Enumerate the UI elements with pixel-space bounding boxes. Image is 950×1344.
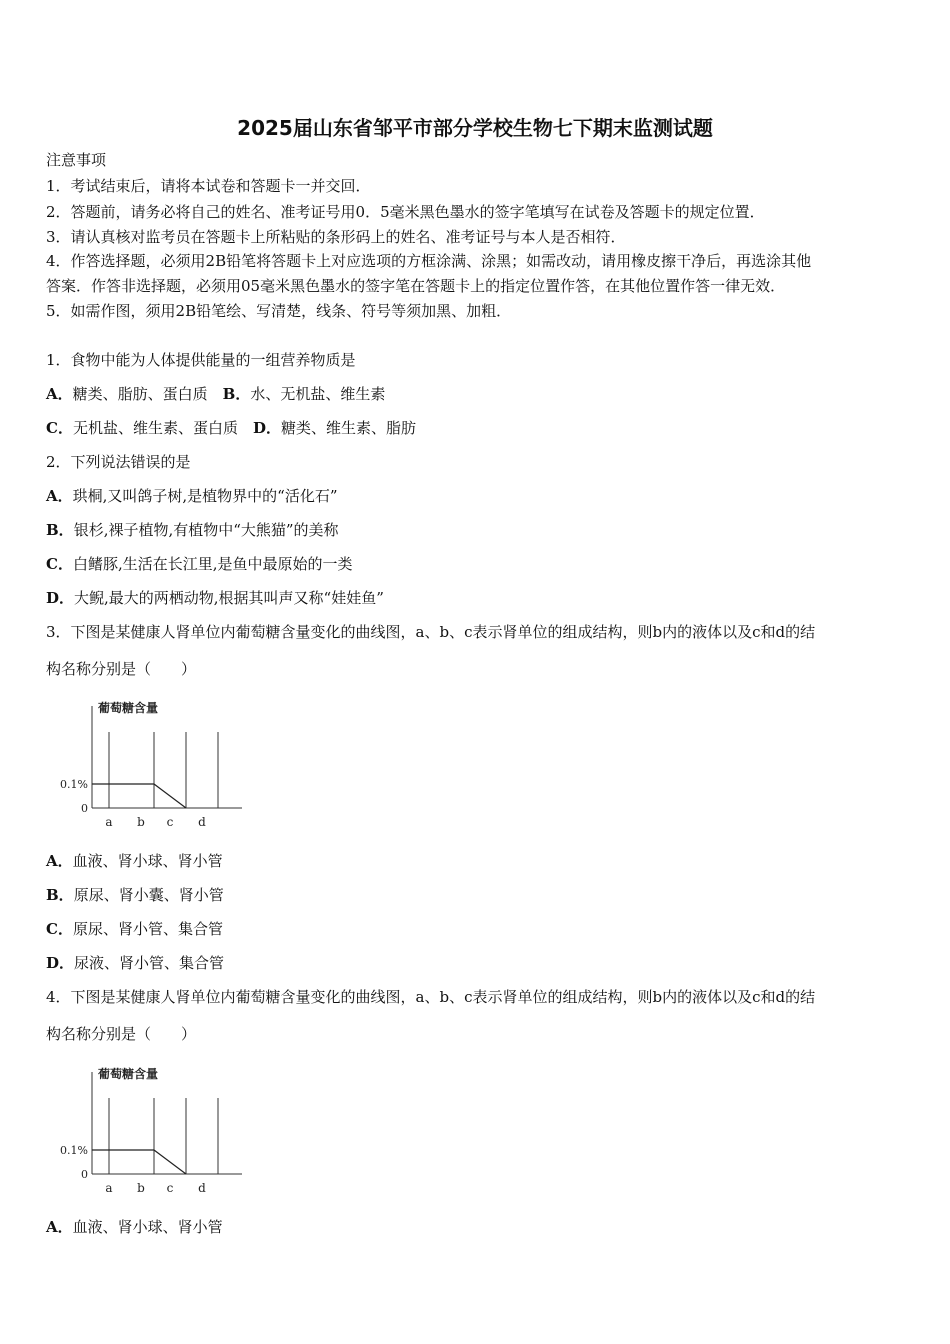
glucose-series-line bbox=[92, 784, 186, 808]
option-text: 银杉,裸子植物,有植物中“大熊猫”的美称 bbox=[73, 521, 339, 539]
glucose-series-line bbox=[92, 1150, 186, 1174]
notice-item: 4．作答选择题，必须用2B铅笔将答题卡上对应选项的方框涂满、涂黑；如需改动，请用橡皮擦干净后，再选涂其他 bbox=[46, 252, 812, 270]
notice-heading: 注意事项 bbox=[46, 151, 107, 169]
option-text: 珙桐,又叫鸽子树,是植物界中的“活化石” bbox=[72, 487, 338, 505]
question-4-option-a bbox=[46, 1217, 223, 1237]
question-3-stem: 3．下图是某健康人肾单位内葡萄糖含量变化的曲线图，a、b、c表示肾单位的组成结构，则b内的液体以及c和d的结 bbox=[46, 623, 816, 641]
question-1-stem: 1．食物中能为人体提供能量的一组营养物质是 bbox=[46, 351, 356, 369]
option-text: 无机盐、维生素、蛋白质 bbox=[72, 419, 238, 437]
question-3-stem-cont: 构名称分别是（ ） bbox=[46, 660, 197, 678]
notice-item: 2．答题前，请务必将自己的姓名、准考证号用0．5毫米黑色墨水的签字笔填写在试卷及答题卡的规定位置． bbox=[46, 203, 765, 221]
question-2-stem: 2．下列说法错误的是 bbox=[46, 453, 191, 471]
x-tick-label: d bbox=[198, 815, 206, 829]
option-letter: C． bbox=[46, 920, 73, 938]
option-text: 大鲵,最大的两栖动物,根据其叫声又称“娃娃鱼” bbox=[74, 589, 384, 607]
glucose-chart-svg bbox=[50, 696, 250, 836]
question-4-stem-cont: 构名称分别是（ ） bbox=[46, 1025, 197, 1043]
x-tick-label: b bbox=[137, 1181, 145, 1195]
option-letter: A． bbox=[46, 385, 73, 403]
y-axis-label: 葡萄糖含量 bbox=[98, 1067, 159, 1081]
question-2-option-d bbox=[46, 588, 384, 608]
glucose-chart-1 bbox=[50, 696, 250, 840]
notice-item: 3．请认真核对监考员在答题卡上所粘贴的条形码上的姓名、准考证号与本人是否相符． bbox=[46, 228, 626, 246]
question-1-options-row-2 bbox=[46, 418, 416, 438]
question-2-option-c bbox=[46, 554, 353, 574]
notice-item: 答案．作答非选择题，必须用05毫米黑色墨水的签字笔在答题卡上的指定位置作答，在其他位置作答一律无效． bbox=[46, 277, 786, 295]
question-2-option-b bbox=[46, 520, 339, 540]
option-letter: D． bbox=[46, 589, 75, 607]
y-tick-label: 0.1% bbox=[60, 1144, 88, 1157]
y-axis-label: 葡萄糖含量 bbox=[98, 701, 159, 715]
y-tick-label: 0 bbox=[81, 802, 88, 815]
glucose-chart-svg bbox=[50, 1062, 250, 1202]
option-letter: A． bbox=[46, 487, 73, 505]
x-tick-label: c bbox=[166, 1181, 174, 1195]
x-tick-label: d bbox=[198, 1181, 206, 1195]
option-letter: B． bbox=[46, 521, 74, 539]
option-letter: C． bbox=[46, 419, 73, 437]
notice-item: 5．如需作图，须用2B铅笔绘、写清楚，线条、符号等须加黑、加粗． bbox=[46, 302, 512, 320]
glucose-chart-2 bbox=[50, 1062, 250, 1206]
question-3-option-c bbox=[46, 919, 223, 939]
x-tick-label: c bbox=[166, 815, 174, 829]
option-text: 糖类、脂肪、蛋白质 bbox=[72, 385, 208, 403]
question-3-option-b bbox=[46, 885, 224, 905]
option-letter: D． bbox=[252, 419, 281, 437]
option-text: 血液、肾小球、肾小管 bbox=[72, 852, 223, 870]
option-letter: D． bbox=[46, 954, 75, 972]
option-letter: A． bbox=[46, 1218, 73, 1236]
option-text: 糖类、维生素、脂肪 bbox=[281, 419, 417, 437]
option-text: 血液、肾小球、肾小管 bbox=[72, 1218, 223, 1236]
option-letter: B． bbox=[222, 385, 251, 403]
y-tick-label: 0.1% bbox=[60, 778, 88, 791]
option-text: 原尿、肾小囊、肾小管 bbox=[73, 886, 224, 904]
question-4-stem: 4．下图是某健康人肾单位内葡萄糖含量变化的曲线图，a、b、c表示肾单位的组成结构，则b内的液体以及c和d的结 bbox=[46, 988, 816, 1006]
option-letter: B． bbox=[46, 886, 74, 904]
notice-item: 1．考试结束后，请将本试卷和答题卡一并交回． bbox=[46, 177, 371, 195]
question-3-option-a bbox=[46, 851, 223, 871]
question-3-option-d bbox=[46, 953, 224, 973]
option-text: 原尿、肾小管、集合管 bbox=[72, 920, 223, 938]
option-letter: C． bbox=[46, 555, 73, 573]
x-tick-label: a bbox=[105, 1181, 113, 1195]
page-title: 2025届山东省邹平市部分学校生物七下期末监测试题 bbox=[237, 116, 713, 140]
option-text: 水、无机盐、维生素 bbox=[250, 385, 386, 403]
option-letter: A． bbox=[46, 852, 73, 870]
option-text: 白鳍豚,生活在长江里,是鱼中最原始的一类 bbox=[72, 555, 353, 573]
question-2-option-a bbox=[46, 486, 338, 506]
x-tick-label: a bbox=[105, 815, 113, 829]
question-1-options-row-1 bbox=[46, 384, 385, 404]
option-text: 尿液、肾小管、集合管 bbox=[74, 954, 225, 972]
x-tick-label: b bbox=[137, 815, 145, 829]
y-tick-label: 0 bbox=[81, 1168, 88, 1181]
